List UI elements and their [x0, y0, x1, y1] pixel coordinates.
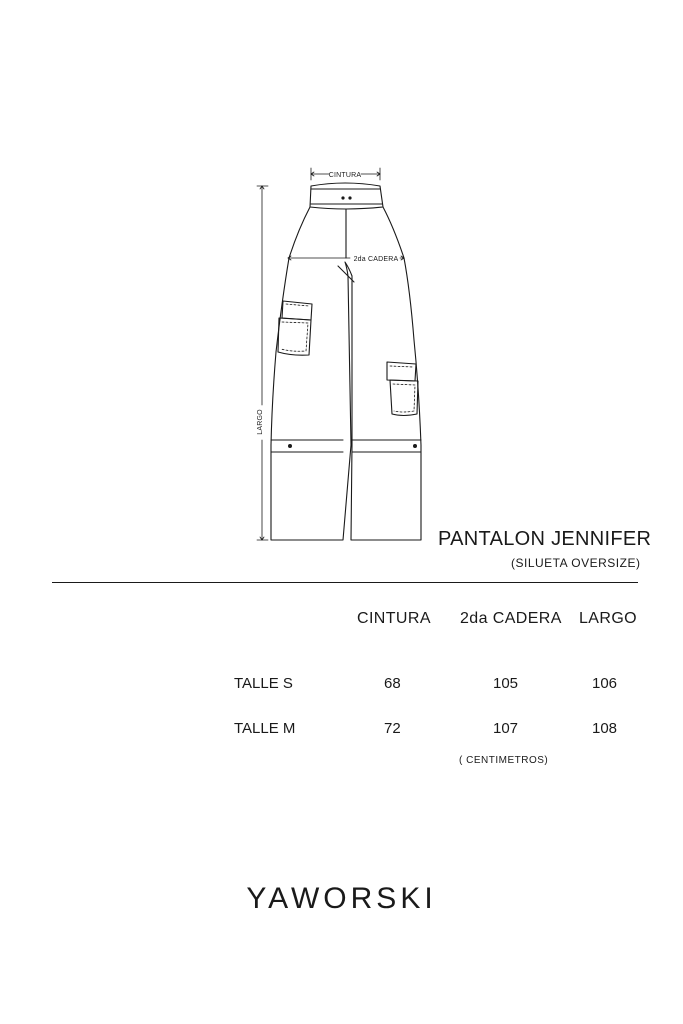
row-label-s: TALLE S — [234, 675, 293, 692]
label-cintura: CINTURA — [328, 172, 362, 179]
cell-m-cintura: 72 — [384, 720, 401, 737]
header-cadera: 2da CADERA — [460, 610, 562, 627]
cell-s-cadera: 105 — [493, 675, 519, 692]
header-cintura: CINTURA — [357, 610, 431, 627]
dimension-largo — [257, 186, 268, 540]
cell-m-largo: 108 — [592, 720, 618, 737]
right-cargo-pocket — [387, 362, 418, 416]
cell-m-cadera: 107 — [493, 720, 519, 737]
label-cadera: 2da CADERA — [353, 256, 399, 263]
unit-note: ( CENTIMETROS) — [459, 755, 549, 766]
header-largo: LARGO — [579, 610, 638, 627]
hem-seams — [271, 440, 421, 452]
row-label-m: TALLE M — [234, 720, 296, 737]
left-cargo-pocket — [278, 301, 312, 355]
waistband — [310, 183, 383, 209]
cell-s-largo: 106 — [592, 675, 618, 692]
product-name: PANTALON JENNIFER — [438, 528, 652, 550]
divider — [52, 582, 638, 583]
cell-s-cintura: 68 — [384, 675, 401, 692]
product-silhouette: (SILUETA OVERSIZE) — [511, 556, 641, 570]
label-largo: LARGO — [257, 409, 264, 435]
brand-logo: YAWORSKI — [246, 882, 437, 915]
